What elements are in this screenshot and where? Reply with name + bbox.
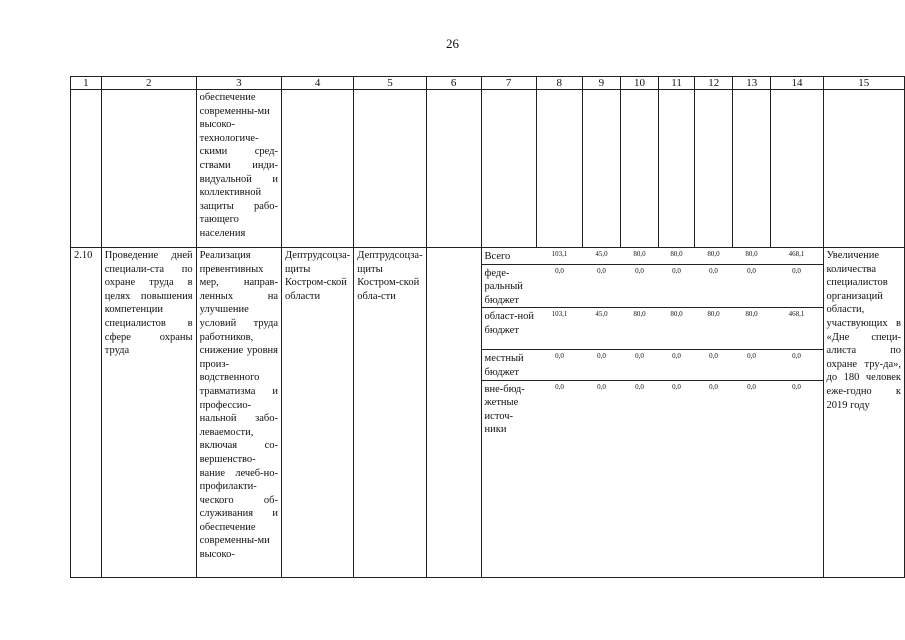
page-number: 26: [446, 36, 459, 51]
column-number: 10: [620, 77, 658, 90]
funding-value: 80,0: [695, 248, 733, 264]
column-number: 11: [659, 77, 695, 90]
continued-description: обеспечение современны-ми высоко-технологиче-скими сред-ствами инди-видуальной и коллективной защиты рабо-тающего населения: [196, 90, 281, 248]
funding-value: 0,0: [583, 264, 621, 308]
funding-row: [482, 308, 823, 350]
funding-value: 0,0: [537, 350, 583, 380]
funding-value: 45,0: [583, 248, 621, 264]
funding-block: [481, 248, 823, 578]
funding-source: Всего: [482, 248, 537, 264]
funding-value: 0,0: [537, 264, 583, 308]
funding-row: [482, 350, 823, 380]
row-number: 2.10: [71, 248, 102, 578]
column-number: 13: [733, 77, 771, 90]
column-number: 9: [582, 77, 620, 90]
column-number: 7: [481, 77, 536, 90]
funding-value: 0,0: [597, 382, 606, 391]
funding-table: [482, 248, 823, 460]
continuation-row: [71, 90, 905, 248]
funding-value: 0,0: [695, 350, 733, 380]
column-number: 2: [101, 77, 196, 90]
funding-total: 468,1: [771, 248, 823, 264]
event-name: Проведение дней специали-ста по охране труда в целях повышения компетенции специалистов в сфере охраны труда: [101, 248, 196, 578]
funding-value: 0,0: [659, 264, 695, 308]
column-number: 14: [771, 77, 823, 90]
funding-value: 0,0: [635, 382, 644, 391]
funding-source: вне-бюд-жетные источ-ники: [484, 383, 525, 436]
column-number: 15: [823, 77, 904, 90]
expected-result: Увеличение количества специалистов организаций области, участвующих в «Дне специ-алиста по охране тру-да», до 180 человек еже-годно к 2019 году: [823, 248, 904, 578]
funding-value: 103,1: [537, 248, 583, 264]
column-number: 8: [536, 77, 582, 90]
event-description: Реализация превентивных мер, направ-ленных на улучшение условий труда работников, снижение уровня произ-водственного травматизма и профессио-нальной забо-леваемости, включая со-вершенство-вание лечеб-но-профилакти-ческого об-служивания и обеспечение современны-ми высоко-: [196, 248, 281, 578]
funding-value: 0,0: [709, 382, 718, 391]
funding-value: 0,0: [583, 350, 621, 380]
column-number: 5: [354, 77, 426, 90]
funding-total: 0,0: [771, 264, 823, 308]
funding-value: 80,0: [733, 308, 771, 350]
funding-value: 80,0: [659, 248, 695, 264]
funding-value: 80,0: [733, 248, 771, 264]
funding-value: 0,0: [621, 350, 659, 380]
funding-row: [482, 380, 823, 460]
funding-source: местный бюджет: [482, 350, 537, 380]
executor: Дептрудсоцза-щиты Костром-ской области: [282, 248, 354, 578]
funding-value: 0,0: [695, 264, 733, 308]
column-number-row: [71, 77, 905, 90]
funding-total: 468,1: [771, 308, 823, 350]
funding-value: 103,1: [537, 308, 583, 350]
funding-row: [482, 248, 823, 264]
column-number: 3: [196, 77, 281, 90]
funding-total: 0,0: [771, 350, 823, 380]
funding-value: 0,0: [747, 382, 756, 391]
funding-value: 0,0: [659, 350, 695, 380]
funding-value: 80,0: [621, 248, 659, 264]
column-number: 12: [695, 77, 733, 90]
funding-value: 80,0: [659, 308, 695, 350]
funding-value: 45,0: [583, 308, 621, 350]
column-number: 1: [71, 77, 102, 90]
table-row: [71, 248, 905, 578]
funding-value: 0,0: [621, 264, 659, 308]
funding-value: 0,0: [672, 382, 681, 391]
funding-source: област-ной бюджет: [482, 308, 537, 350]
column-number: 4: [282, 77, 354, 90]
funding-value: 0,0: [555, 382, 564, 391]
funding-value: 0,0: [733, 264, 771, 308]
program-table: [70, 76, 905, 578]
funding-row: [482, 264, 823, 308]
funding-total: 0,0: [792, 382, 801, 391]
funding-value: 80,0: [621, 308, 659, 350]
funding-source: феде-ральный бюджет: [482, 264, 537, 308]
column-6-cell: [426, 248, 481, 578]
column-number: 6: [426, 77, 481, 90]
funding-value: 0,0: [733, 350, 771, 380]
co-executor: Дептрудсоцза-щиты Костром-ской обла-сти: [354, 248, 426, 578]
funding-value: 80,0: [695, 308, 733, 350]
